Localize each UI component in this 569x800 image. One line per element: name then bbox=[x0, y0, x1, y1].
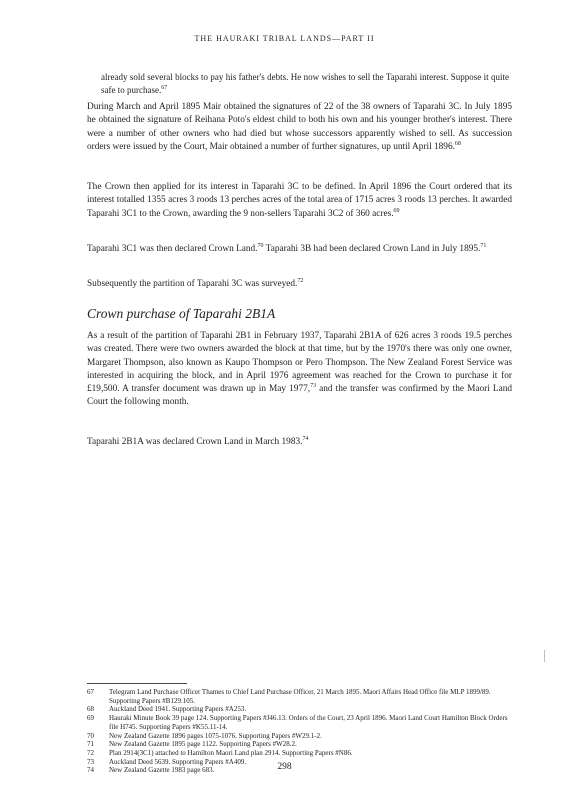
paragraph bbox=[87, 330, 512, 410]
footnote-ref: 69 bbox=[393, 207, 400, 214]
footnote-ref: 74 bbox=[302, 435, 309, 442]
footnote-number: 70 bbox=[87, 731, 94, 740]
footnote-text: Auckland Deed 5639. Supporting Papers #A409. bbox=[109, 757, 247, 766]
footnote bbox=[87, 749, 517, 758]
footnote-text: Plan 2914(3C1) attached to Hamilton Maori Land plan 2914. Supporting Papers #N86. bbox=[109, 748, 353, 757]
paragraph bbox=[87, 101, 512, 154]
footnote bbox=[87, 740, 517, 749]
footnote-ref: 73 bbox=[310, 383, 317, 390]
footnote-text: Telegram Land Purchase Officer Thames to Chief Land Purchase Officer, 21 March 1895. Maori Affairs Head Office file MLP 1899/89. Supporting Papers #B129.105. bbox=[109, 688, 491, 705]
footnote-ref: 70 bbox=[257, 242, 264, 249]
footnote-text: Auckland Deed 1941. Supporting Papers #A253. bbox=[109, 705, 247, 714]
block-quote bbox=[101, 71, 509, 96]
paragraph bbox=[87, 436, 512, 449]
quote-text: already sold several blocks to pay his father's debts. He now wishes to sell the Taparahi interest. Suppose it quite safe to purchase. bbox=[101, 72, 509, 95]
footnote-text: New Zealand Gazette 1896 pages 1075-1076. Supporting Papers #W29.1-2. bbox=[109, 731, 322, 740]
footnote-number: 72 bbox=[87, 748, 94, 757]
footnote-text: New Zealand Gazette 1895 page 1122. Supporting Papers #W28.2. bbox=[109, 740, 297, 749]
paragraph-text: Taparahi 2B1A was declared Crown Land in March 1983. bbox=[87, 437, 303, 447]
footnote bbox=[87, 705, 517, 714]
footnote-number: 71 bbox=[87, 740, 94, 749]
paragraph-text: Taparahi 3B had been declared Crown Land in July 1895. bbox=[263, 244, 481, 254]
section-heading: Crown purchase of Taparahi 2B1A bbox=[87, 306, 276, 321]
footnote-rule bbox=[87, 683, 187, 684]
page-number: 298 bbox=[277, 762, 292, 772]
footnote-text: Hauraki Minute Book 39 page 124. Supporting Papers #J46.13. Orders of the Court, 23 April 1896. Maori Land Court Hamilton Block Orders file H745. Supporting Papers #K55.11-14. bbox=[109, 714, 508, 731]
footnote bbox=[87, 732, 517, 741]
margin-mark bbox=[544, 650, 545, 662]
footnote-ref: 68 bbox=[454, 140, 461, 147]
paragraph-text: Taparahi 3C1 was then declared Crown Land. bbox=[87, 244, 258, 254]
footnote-ref: 71 bbox=[480, 242, 487, 249]
footnote-number: 69 bbox=[87, 714, 94, 723]
footnote-number: 68 bbox=[87, 705, 94, 714]
footnote-ref: 72 bbox=[297, 277, 304, 284]
paragraph-text: During March and April 1895 Mair obtained the signatures of 22 of the 38 owners of Taparahi 3C. In July 1895 he obtained the signature of Reihana Poto's eldest child to both his own and his younger brother's interest. There were a number of other owners who had died but whose successors apparently wished to sell. As succession orders were issued by the Court, Mair obtained a number of further signatures, up until April 1896. bbox=[87, 102, 512, 152]
footnote-number: 73 bbox=[87, 757, 94, 766]
footnote-number: 67 bbox=[87, 688, 94, 696]
footnote-text: New Zealand Gazette 1983 page 683. bbox=[109, 766, 215, 775]
paragraph bbox=[87, 243, 512, 256]
paragraph-text: As a result of the partition of Taparahi 2B1 in February 1937, Taparahi 2B1A of 626 acres 3 roods 19.5 perches was created. There were two owners awarded the block at that time, but by the 1970's there was only one owner, Margaret Thompson, also known as Kaupo Thompson or Pero Thompson. The New Zealand Forest Service was interested in acquiring the block, and in April 1976 agreement was reached for the Crown to purchase it for £19,500. A transfer document was drawn up in May 1977, bbox=[87, 331, 512, 395]
running-head: THE HAURAKI TRIBAL LANDS—PART II bbox=[194, 34, 375, 43]
paragraph-text: Subsequently the partition of Taparahi 3C was surveyed. bbox=[87, 279, 298, 289]
paragraph bbox=[87, 278, 512, 291]
paragraph-text: The Crown then applied for its interest in Taparahi 3C to be defined. In April 1896 the Court ordered that its interest totalled 1355 acres 3 roods 13 perches acres of the total area of 1715 acres 3 roods 13 perches. It awarded Taparahi 3C1 to the Crown, awarding the 9 non-sellers Taparahi 3C2 of 360 acres. bbox=[87, 182, 512, 219]
paragraph bbox=[87, 181, 512, 221]
footnote-ref: 67 bbox=[161, 84, 168, 91]
footnote bbox=[87, 714, 517, 731]
paragraph-text: and the transfer was confirmed by the Maori Land Court the following month. bbox=[87, 384, 513, 408]
footnote-number: 74 bbox=[87, 766, 94, 775]
footnote bbox=[87, 688, 517, 705]
